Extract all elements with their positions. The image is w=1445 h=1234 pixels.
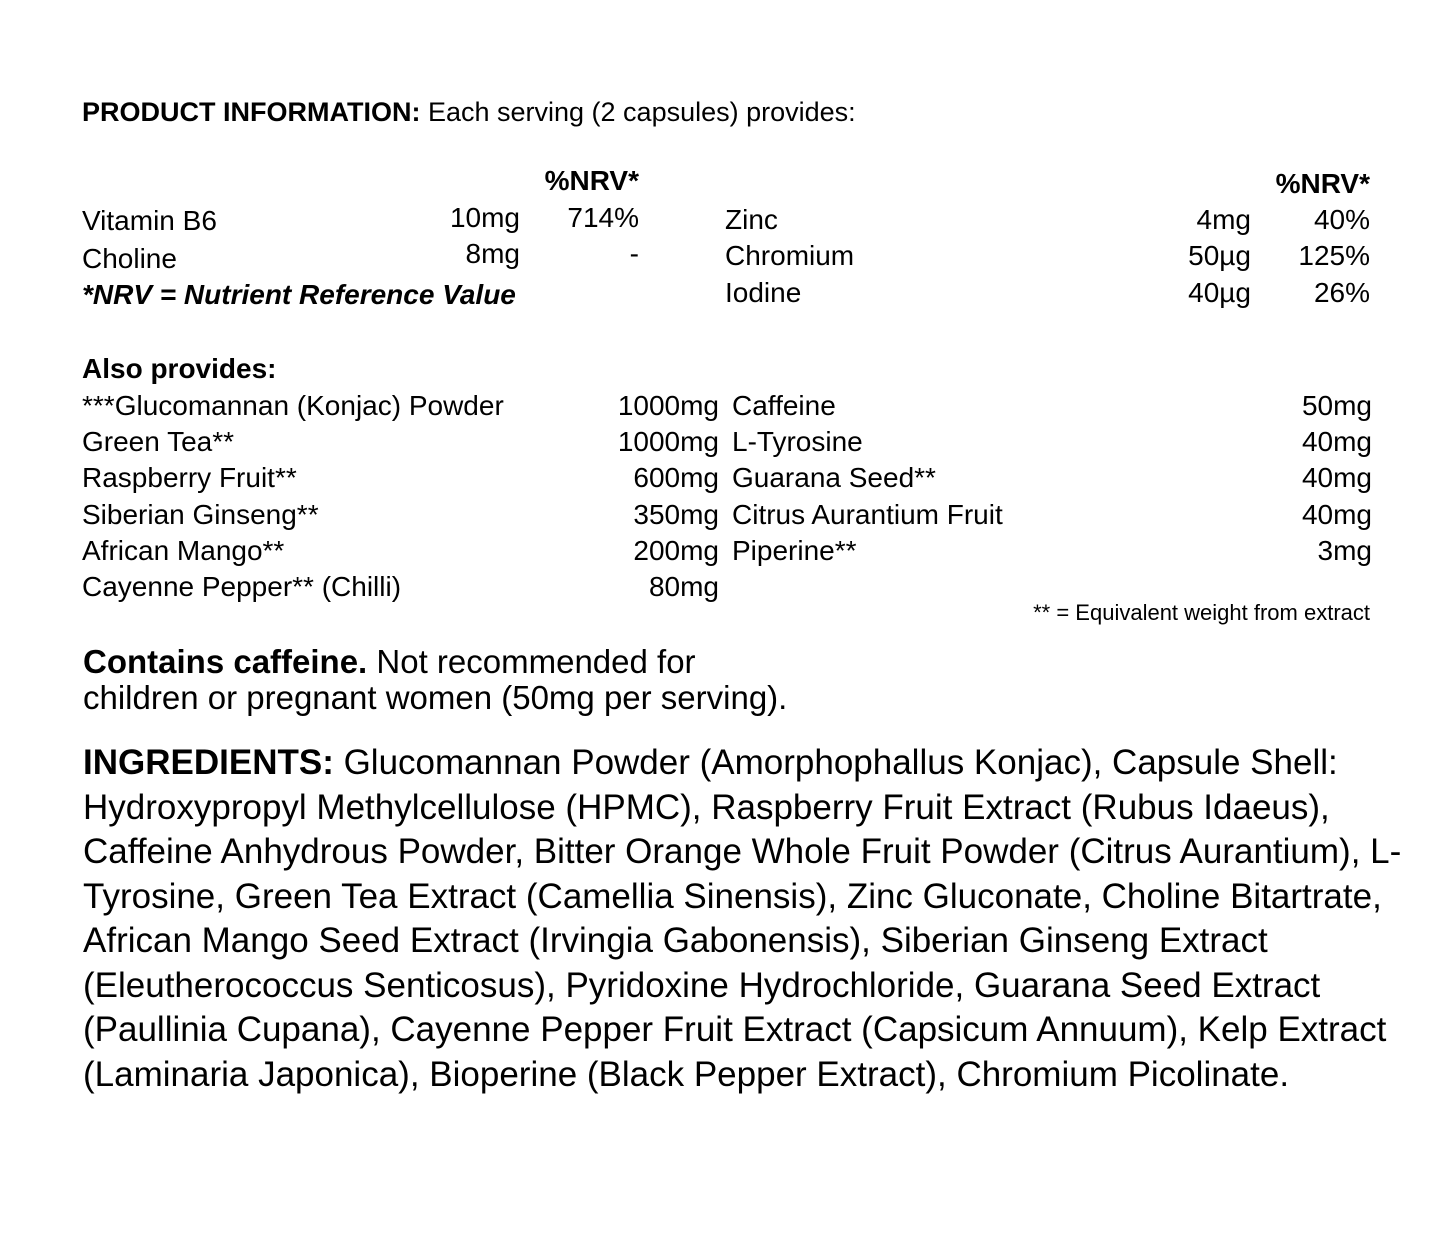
caffeine-warning-line2: children or pregnant women (50mg per serving). [83,679,788,716]
nrv-footnote: *NRV = Nutrient Reference Value [82,279,516,310]
product-info-header [82,99,856,126]
nrv-right-name-0: Zinc [725,204,778,235]
nrv-left-amount-1: 8mg [465,238,520,269]
ingredients-label: INGREDIENTS: [83,743,334,782]
also-right-amount-1: 40mg [1301,426,1372,457]
also-right-name-2: Guarana Seed** [732,462,936,493]
also-left-amount-4: 200mg [633,535,719,566]
also-right-amount-4: 3mg [1317,535,1372,566]
also-left-amount-0: 1000mg [617,390,719,421]
product-info-text: Each serving (2 capsules) provides: [420,97,856,127]
also-right-amount-3: 40mg [1301,499,1372,530]
nrv-right-heading: %NRV* [1275,168,1370,199]
also-right-name-1: L-Tyrosine [732,426,863,457]
nrv-left-name-0: Vitamin B6 [82,205,217,236]
also-left-name-1: Green Tea** [82,426,235,457]
also-right-name-4: Piperine** [732,535,857,566]
also-left-name-2: Raspberry Fruit** [82,462,297,493]
caffeine-warning-rest: Not recommended for [367,643,696,680]
product-info-label: PRODUCT INFORMATION: [82,97,421,127]
ingredients-text: Glucomannan Powder (Amorphophallus Konjac), Capsule Shell: Hydroxypropyl Methylcellulose (HPMC), Raspberry Fruit Extract (Rubus Idaeus), Caffeine Anhydrous Powder, Bitter Orange Whole Fruit Powder (Citrus Aurantium), L-Tyrosine, Green Tea Extract (Camellia Sinensis), Zinc Gluconate, Choline Bitartrate, African Mango Seed Extract (Irvingia Gabonensis), Siberian Ginseng Extract (Eleutherococcus Senticosus), Pyridoxine Hydrochloride, Guarana Seed Extract (Paullinia Cupana), Cayenne Pepper Fruit Extract (Capsicum Annuum), Kelp Extract (Laminaria Japonica), Bioperine (Black Pepper Extract), Chromium Picolinate. [83,743,1402,1094]
also-right-amount-0: 50mg [1301,390,1372,421]
also-left-amount-1: 1000mg [617,426,719,457]
also-left-name-3: Siberian Ginseng** [82,499,319,530]
nrv-right-name-2: Iodine [725,277,802,308]
nrv-right-amount-2: 40µg [1188,277,1251,308]
also-left-amount-5: 80mg [648,571,719,602]
also-right-name-0: Caffeine [732,390,836,421]
also-left-name-4: African Mango** [82,535,285,566]
nrv-left-name-1: Choline [82,243,177,274]
nrv-left-heading: %NRV* [544,165,639,196]
nrv-left-value-0: 714% [567,202,639,233]
nrv-right-name-1: Chromium [725,240,855,271]
nrv-right-value-0: 40% [1313,204,1370,235]
ingredients-paragraph [83,741,1403,1097]
nrv-right-value-2: 26% [1313,277,1370,308]
nrv-left-value-1: - [629,238,639,269]
caffeine-warning-line1 [83,645,696,678]
caffeine-warning-bold: Contains caffeine. [83,643,368,680]
also-left-amount-3: 350mg [633,499,719,530]
also-left-name-0: ***Glucomannan (Konjac) Powder [82,390,504,421]
also-provides-heading: Also provides: [82,353,277,384]
also-right-amount-2: 40mg [1301,462,1372,493]
nrv-right-amount-1: 50µg [1188,240,1251,271]
nrv-right-amount-0: 4mg [1196,204,1251,235]
also-right-name-3: Citrus Aurantium Fruit [732,499,1003,530]
extract-footnote: ** = Equivalent weight from extract [1033,600,1370,625]
nrv-right-value-1: 125% [1298,240,1370,271]
also-left-name-5: Cayenne Pepper** (Chilli) [82,571,402,602]
also-left-amount-2: 600mg [633,462,719,493]
nrv-left-amount-0: 10mg [449,202,520,233]
